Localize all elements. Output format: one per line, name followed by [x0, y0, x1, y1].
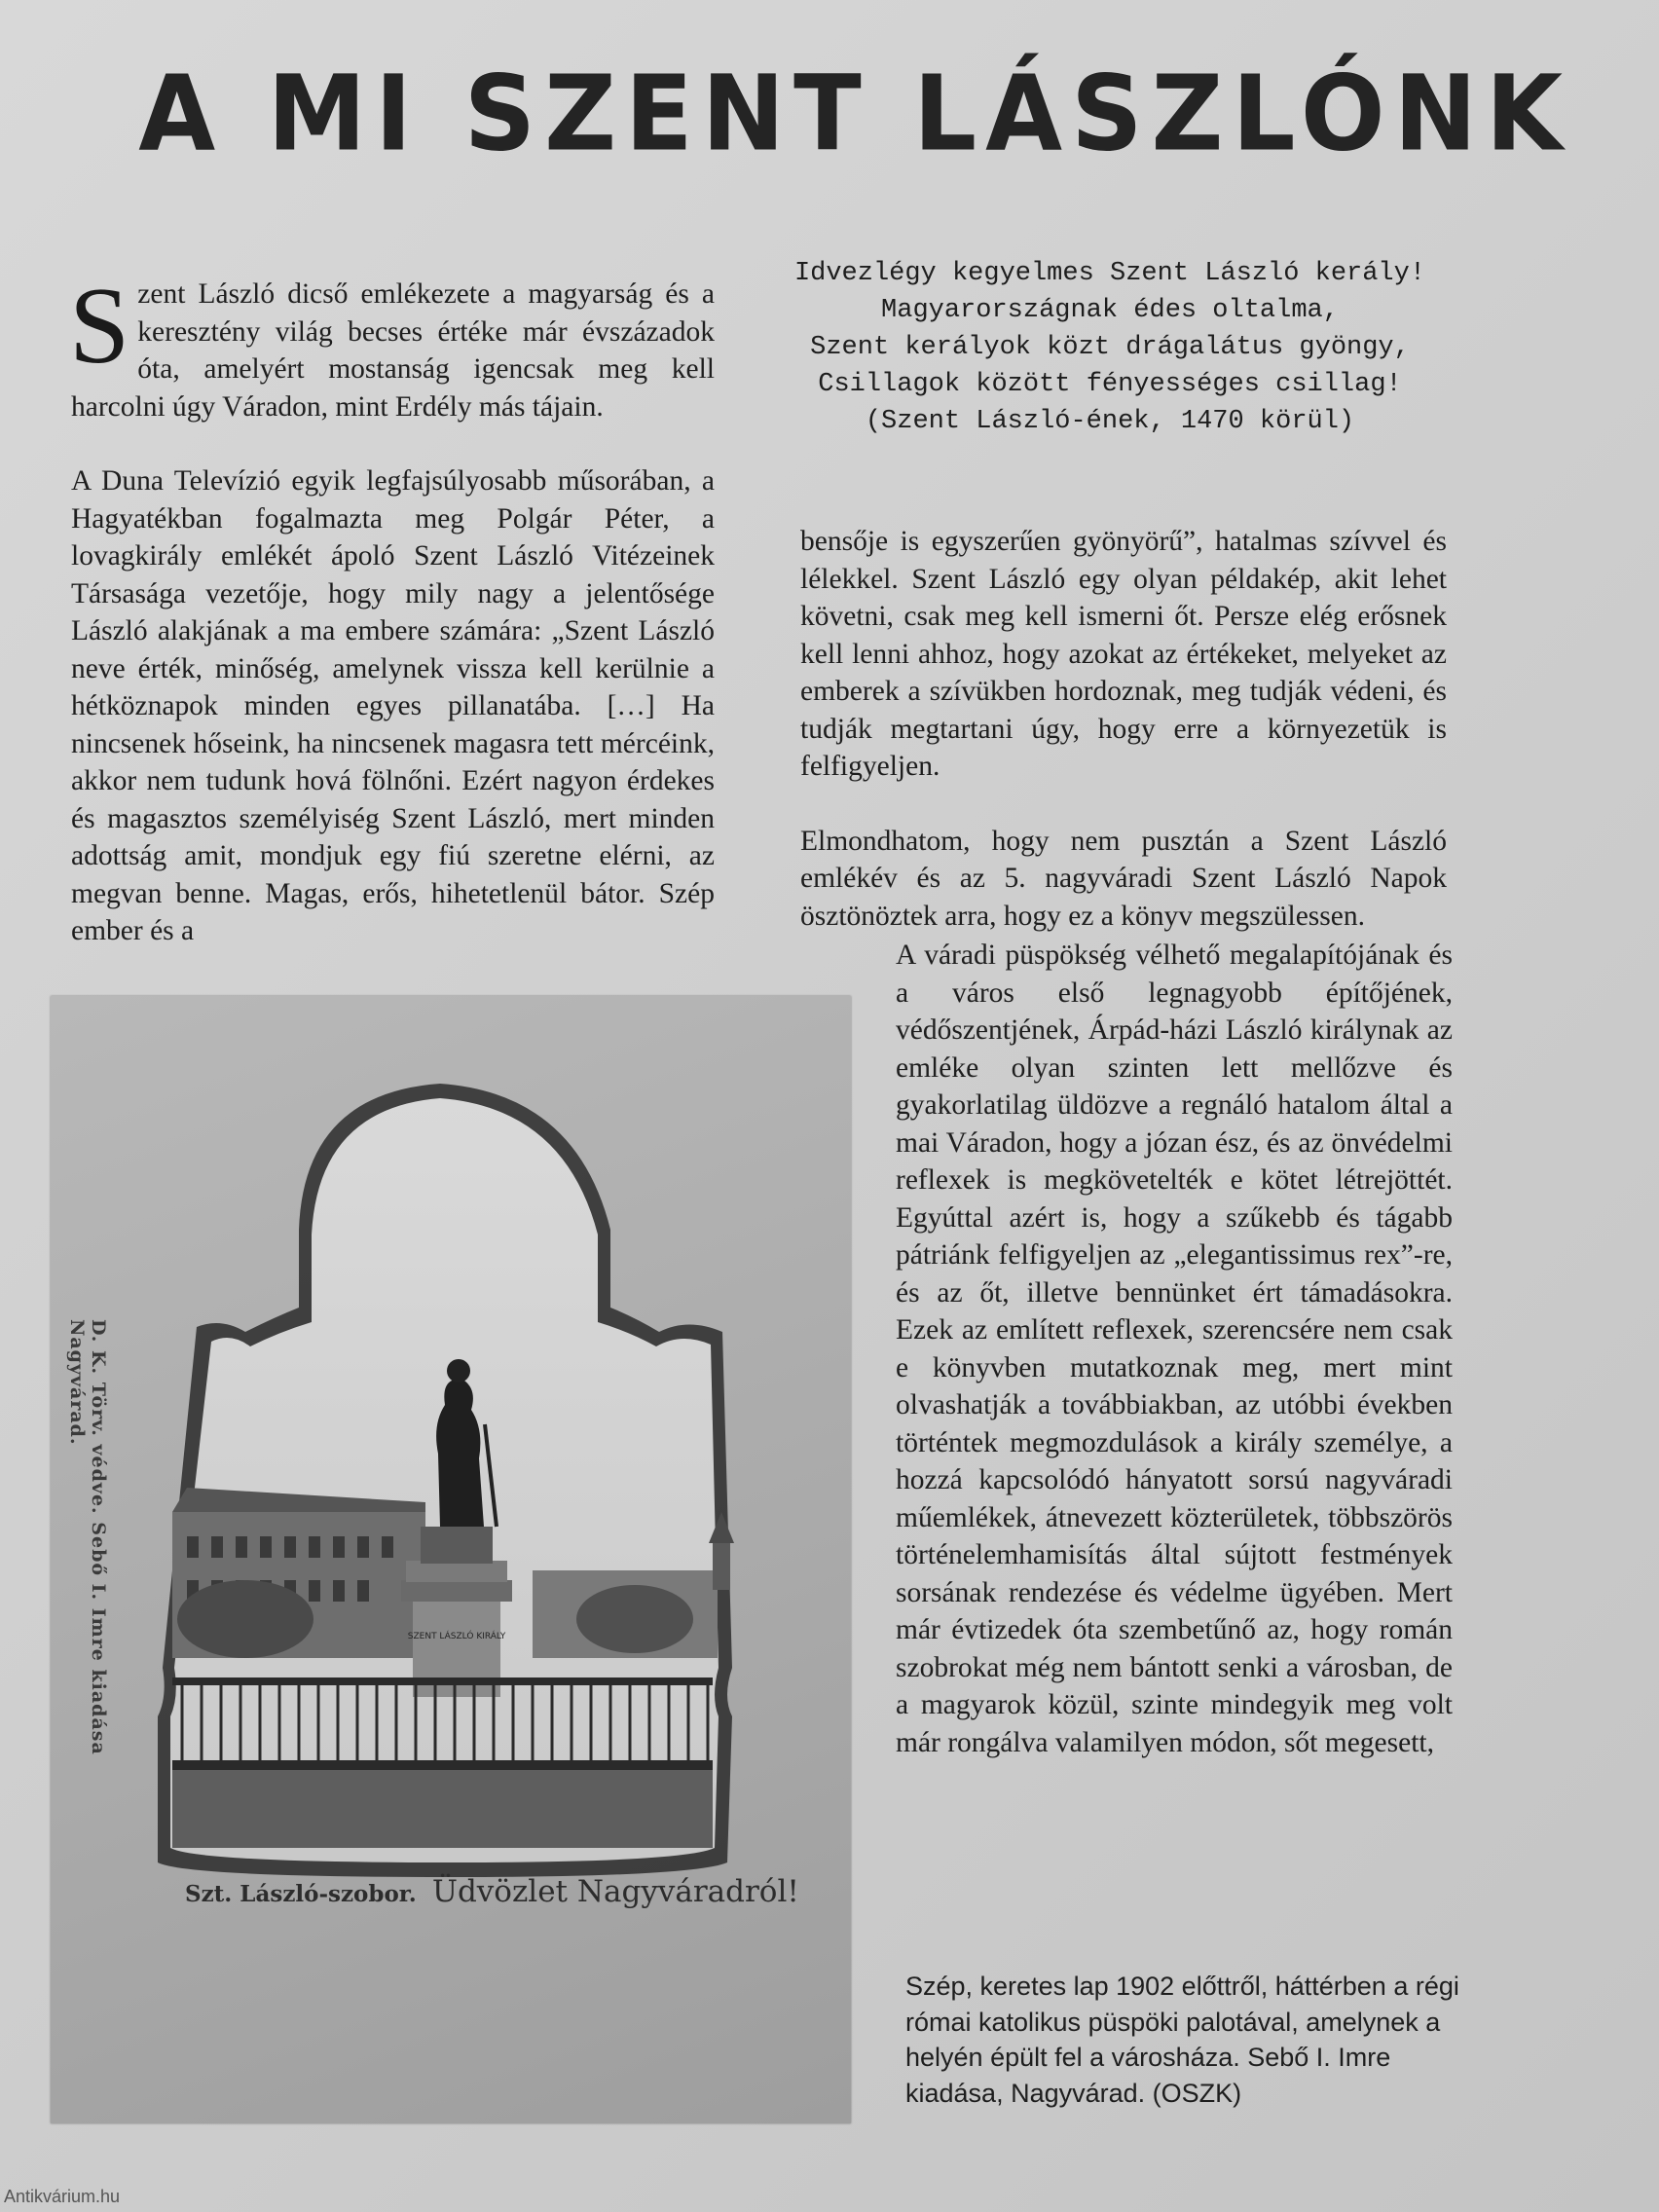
drop-cap: S	[69, 266, 130, 387]
right-paragraph-3: A váradi püspökség vélhető megalapítójának és a város első legnagyobb építőjének, védőszentjének, Árpád-házi László királynak az emléke olyan szinten lett mellőzve és gyakorlatilag üldözve a regnáló hatalom által a mai Váradon, hogy a józan ész, és az önvédelmi reflexek is megkövetelték e kötet létrejöttét. Egyúttal azért is, hogy a szűkebb és tágabb pátriánk felfigyeljen az „elegantissimus rex”-re, és az őt, illetve bennünket ért támadásokra. Ezek az említett reflexek, szerencsére nem csak e könyvben mutatkoznak meg, mert mint olvashatják a továbbiakban, az utóbbi években történtek megmozdulások a király személye, a hozzá kapcsolódó hányatott sorsú nagyváradi műemlékek, átnevezett közterületek, többszörös történelemhamisítás által sújtott festmények sorsának rendezése és védelme ügyében. Mert már évtizedek óta szembetűnő az, hogy román szobrokat még nem bántott senki a városban, de a magyarok közül, szinte mindegyik meg volt már rongálva valamilyen módon, sőt megesett,	[896, 940, 1453, 1758]
page-title: A MI SZENT LÁSZLÓNK	[138, 54, 1571, 175]
right-paragraph-1: bensője is egyszerűen gyönyörű”, hatalmas szívvel és lélekkel. Szent László egy olyan példakép, akit lehet követni, csak meg kell ismerni őt. Persze elég erősnek kell lenni ahhoz, hogy azokat az értékeket, melyeket az emberek a szívükben hordoznak, meg tudják védeni, és tudják megtartani úgy, hogy erre a környezetük is felfigyeljen.	[800, 526, 1447, 782]
postcard-image	[51, 996, 851, 2123]
left-column	[69, 266, 715, 950]
postcard-illustration	[51, 996, 851, 2123]
right-column	[800, 523, 1447, 935]
poem-line: Szent kerályok közt drágalátus gyöngy,	[810, 333, 1410, 362]
poem-line: Idvezlégy kegyelmes Szent László kerály!	[793, 259, 1426, 288]
watermark: Antikvárium.hu	[4, 2187, 121, 2206]
postcard-label: Szt. László-szobor.	[185, 1881, 417, 1907]
intro-text: zent László dicső emlékezete a magyarság és a keresztény világ becses értéke már évszázadok óta, amelyért mostanság igencsak meg kell harcolni úgy Váradon, mint Erdély más tájain.	[71, 278, 715, 423]
postcard-greeting: Üdvözlet Nagyváradról!	[431, 1874, 799, 1909]
poem-line: Magyarországnak édes oltalma,	[881, 296, 1339, 325]
poem-quote	[769, 255, 1451, 440]
intro-paragraph	[69, 266, 715, 425]
postcard-publisher-text: D. K. Törv. védve. Sebő I. Imre kiadása Nagyvárad.	[66, 1319, 109, 1755]
right-column-narrow	[896, 937, 1453, 1761]
poem-line: Csillagok között fényességes csillag!	[818, 370, 1402, 399]
postcard-bottom-caption	[185, 1874, 799, 1909]
image-caption: Szép, keretes lap 1902 előttről, háttérben a régi római katolikus püspöki palotával, amelynek a helyén épült fel a városháza. Sebő I. Imre kiadása, Nagyvárad. (OSZK)	[905, 1972, 1459, 2108]
poem-source: (Szent László-ének, 1470 körül)	[865, 407, 1355, 436]
pedestal-inscription: SZENT LÁSZLÓ KIRÁLY	[407, 1632, 506, 1641]
left-paragraph-2: A Duna Televízió egyik legfajsúlyosabb műsorában, a Hagyatékban fogalmazta meg Polgár Péter, a lovagkirály emlékét ápoló Szent László Vitézeinek Társasága vezetője, hogy mily nagy a jelentősége László alakjának a ma embere számára: „Szent László neve érték, minőség, amelynek vissza kell kerülnie a hétköznapok minden egyes pillanatába. […] Ha nincsenek hőseink, ha nincsenek magasra tett mércéink, akkor nem tudunk hová fölnőni. Ezért nagyon érdekes és magasztos személyiség Szent László, mert minden adottság amit, mondjuk egy fiú szeretne elérni, az megvan benne. Magas, erős, hihetetlenül bátor. Szép ember és a	[71, 465, 715, 946]
right-paragraph-2: Elmondhatom, hogy nem pusztán a Szent László emlékév és az 5. nagyváradi Szent László Napok ösztönöztek arra, hogy ez a könyv megszülessen.	[800, 825, 1447, 932]
